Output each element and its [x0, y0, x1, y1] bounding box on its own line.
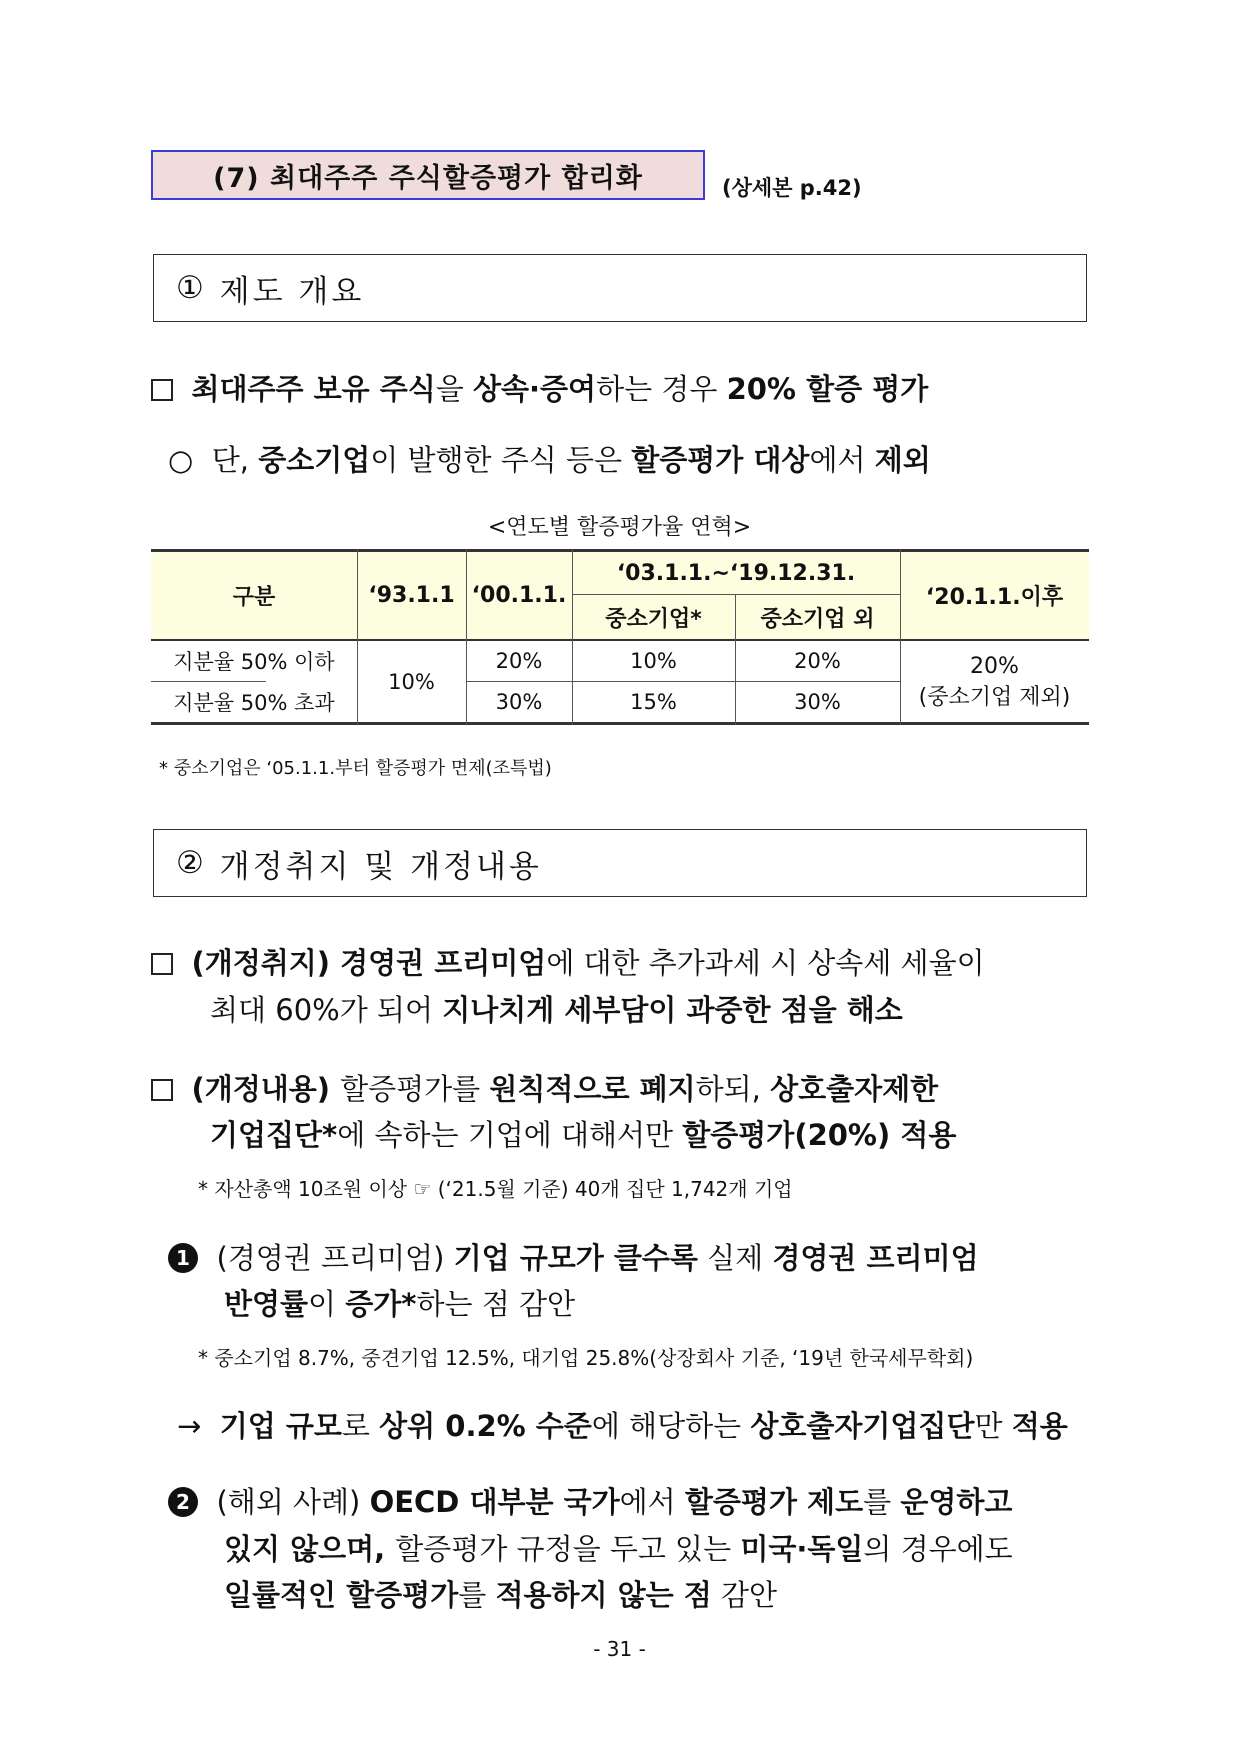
text-bold: 중소기업	[258, 443, 371, 477]
note-reflection-rate: * 중소기업 8.7%, 중견기업 12.5%, 대기업 25.8%(상장회사 기준, ‘19년 한국세무학회)	[198, 1346, 974, 1370]
text-bold: 증가*	[345, 1287, 417, 1321]
text: 를	[458, 1578, 496, 1612]
section-label: 제도 개요	[219, 273, 365, 310]
section-header-amendment	[153, 829, 1087, 897]
item-overseas-cases	[168, 1480, 1012, 1521]
text-bold: 할증평가(20%) 적용	[682, 1118, 957, 1152]
section-title-box	[151, 150, 705, 200]
header-sme: 중소기업*	[605, 606, 702, 632]
header-1993: ‘93.1.1	[368, 583, 455, 608]
header-category: 구분	[232, 585, 276, 610]
checkbox-bullet-icon	[151, 1079, 173, 1101]
text-bold: (개정내용)	[191, 1072, 341, 1106]
text-bold: OECD 대부분 국가	[369, 1485, 620, 1519]
text: 에서	[619, 1485, 685, 1519]
text: 에서	[809, 443, 875, 477]
header-2003-2019: ‘03.1.1.~‘19.12.31.	[616, 560, 856, 586]
section-label: 개정취지 및 개정내용	[219, 848, 542, 885]
text-bold: 기업 규모	[219, 1409, 342, 1443]
row-label-under-50: 지분율 50% 이하	[173, 650, 335, 674]
text-bold: 상호출자기업집단	[750, 1409, 975, 1443]
text: 에 대한 추가과세 시 상속세 세율이	[546, 946, 985, 980]
text-bold: 제외	[874, 443, 931, 477]
text-bold: 상위 0.2% 수준	[379, 1409, 592, 1443]
paragraph-content	[151, 1067, 938, 1108]
cell-nonsme-over: 30%	[794, 690, 841, 714]
number-2-icon: 2	[168, 1487, 198, 1517]
text-bold: 기업집단*	[210, 1118, 338, 1152]
text: (중소기업 제외)	[918, 684, 1071, 710]
text: 최대 60%가 되어	[210, 993, 443, 1027]
detail-reference: (상세본 p.42)	[722, 176, 862, 200]
text: (해외 사례)	[216, 1485, 370, 1519]
paragraph-exception	[168, 438, 931, 479]
text: 이 발행한 주식 등은	[370, 443, 632, 477]
section-number: ②	[176, 845, 207, 881]
text-bold: 미국·독일	[740, 1532, 864, 1566]
rate-history-table	[151, 549, 1089, 725]
header-2020: ‘20.1.1.이후	[925, 585, 1064, 610]
text: 을	[435, 372, 473, 406]
text: 하는 경우	[596, 372, 727, 406]
text-bold: 적용하지 않는 점	[495, 1578, 712, 1612]
text-bold: 할증평가 제도	[684, 1485, 864, 1519]
item-management-premium-line2	[224, 1282, 575, 1323]
text: 이	[308, 1287, 346, 1321]
number-1-icon: 1	[168, 1243, 198, 1273]
paragraph-content-line2	[210, 1113, 956, 1154]
text: 하되,	[695, 1072, 771, 1106]
table-footnote: * 중소기업은 ‘05.1.1.부터 할증평가 면제(조특법)	[159, 758, 552, 779]
text-bold: 경영권 프리미엄	[340, 946, 547, 980]
text: 단,	[211, 443, 259, 477]
text: 의 경우에도	[863, 1532, 1013, 1566]
note-asset: * 자산총액 10조원 이상 ☞ (‘21.5월 기준) 40개 집단 1,742개 기업	[198, 1177, 793, 1201]
section-header-overview	[153, 254, 1087, 322]
paragraph-purpose	[151, 941, 985, 982]
arrow-conclusion	[177, 1404, 1068, 1445]
text-bold: 할증평가 대상	[631, 443, 810, 477]
text-bold: 상속·증여	[472, 372, 597, 406]
cell-2000-under: 20%	[495, 649, 543, 673]
text-bold: (개정취지)	[191, 946, 341, 980]
text-bold: 경영권 프리미엄	[772, 1241, 979, 1275]
page-number: - 31 -	[593, 1637, 646, 1661]
text: 20%	[970, 653, 1019, 679]
text-bold: 적용	[1011, 1409, 1068, 1443]
arrow-right-icon: →	[177, 1409, 202, 1443]
header-non-sme: 중소기업 외	[760, 606, 875, 632]
text-bold: 운영하고	[900, 1485, 1013, 1519]
text-bold: 원칙적으로 폐지	[489, 1072, 696, 1106]
text: 만	[974, 1409, 1012, 1443]
cell-sme-under: 10%	[630, 649, 677, 673]
cell-2020-rate	[900, 641, 1089, 722]
text-bold: 기업 규모가 클수록	[453, 1241, 698, 1275]
text: 로	[341, 1409, 380, 1443]
header-2000: ‘00.1.1.	[471, 583, 567, 608]
table-caption: <연도별 할증평가율 연혁>	[487, 515, 752, 540]
item-overseas-cases-line3	[224, 1573, 777, 1614]
checkbox-bullet-icon	[151, 953, 173, 975]
text-bold: 지나치게 세부담이 과중한 점을 해소	[442, 993, 903, 1027]
section-number: ①	[176, 270, 207, 306]
text: (경영권 프리미엄)	[216, 1241, 454, 1275]
section-title: (7) 최대주주 주식할증평가 합리화	[213, 162, 643, 194]
checkbox-bullet-icon	[151, 379, 173, 401]
text: 감안	[711, 1578, 777, 1612]
text-bold: 20% 할증 평가	[726, 372, 929, 406]
circle-bullet-icon: ○	[168, 443, 194, 477]
text: 하는 점 감안	[416, 1287, 575, 1321]
text: 실제	[697, 1241, 773, 1275]
cell-sme-over: 15%	[630, 690, 677, 714]
text: 할증평가를	[340, 1072, 490, 1106]
cell-nonsme-under: 20%	[794, 649, 841, 673]
item-overseas-cases-line2	[224, 1527, 1013, 1568]
paragraph-overview	[151, 367, 928, 408]
text-bold: 반영률	[224, 1287, 309, 1321]
text-bold: 상호출자제한	[770, 1072, 939, 1106]
paragraph-purpose-line2	[210, 988, 903, 1029]
text-bold: 최대주주 보유 주식	[191, 372, 436, 406]
row-label-over-50: 지분율 50% 초과	[173, 691, 335, 715]
text: 할증평가 규정을 두고 있는	[395, 1532, 741, 1566]
text: 를	[863, 1485, 901, 1519]
cell-2000-over: 30%	[495, 690, 543, 714]
cell-1993-rate: 10%	[388, 669, 435, 694]
text: 에 속하는 기업에 대해서만	[337, 1118, 683, 1152]
text-bold: 있지 않으며,	[224, 1532, 396, 1566]
item-management-premium	[168, 1236, 979, 1277]
text-bold: 일률적인 할증평가	[224, 1578, 459, 1612]
text: 에 해당하는	[591, 1409, 751, 1443]
